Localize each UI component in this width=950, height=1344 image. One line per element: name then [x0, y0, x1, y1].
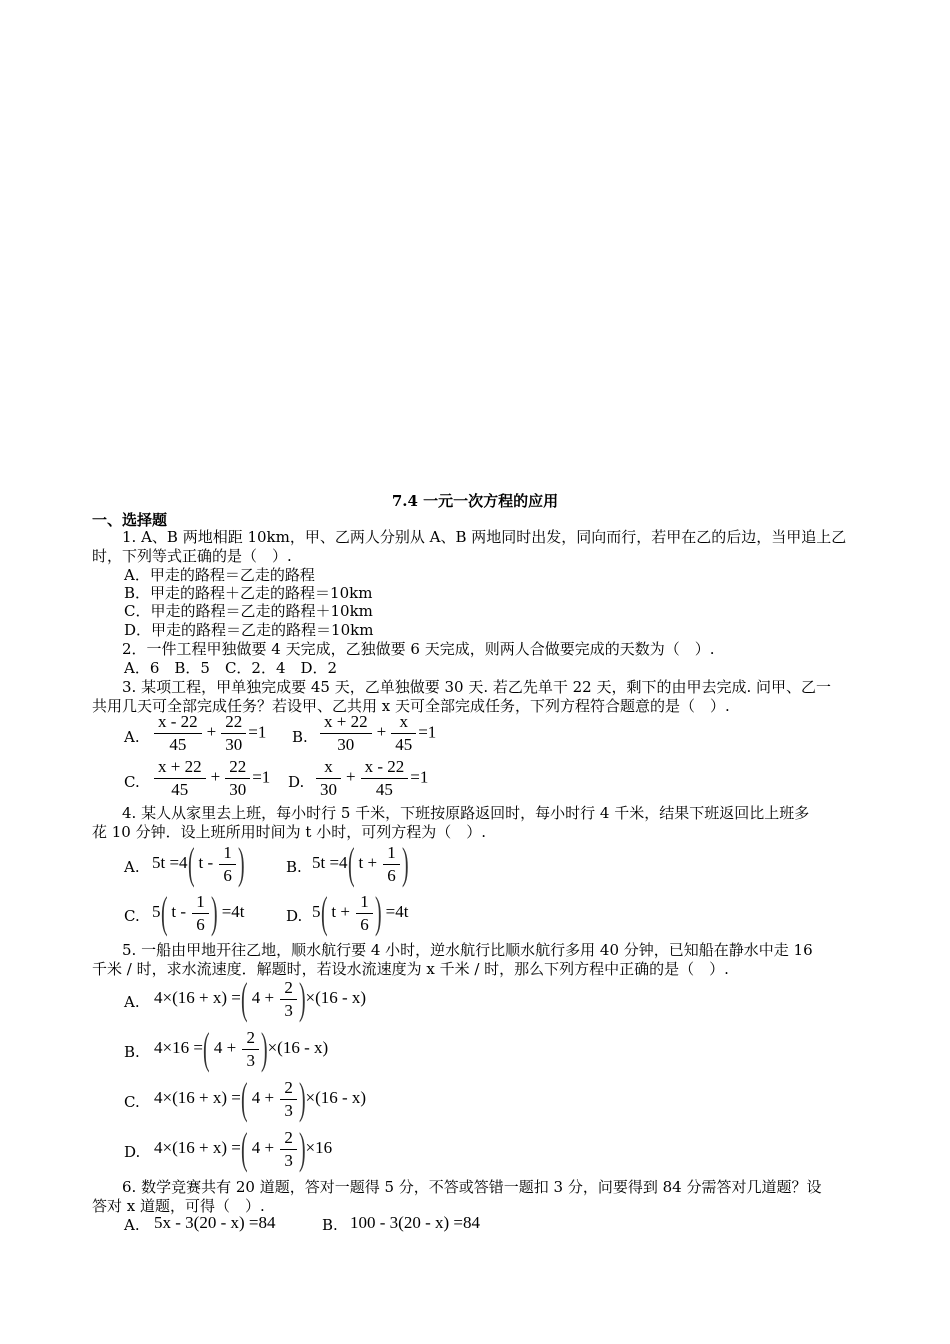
q4-text-line1: 4. 某人从家里去上班，每小时行 5 千米，下班按原路返回时，每小时行 4 千米，结果下班返回比上班多 [122, 804, 810, 822]
fraction-denominator: 3 [284, 1100, 293, 1120]
q6-label-b: B. [322, 1216, 338, 1234]
q5-equation-a: 4×(16 + x) =( 4 + $\frac{2}{3}$ )×(16 - x) [154, 974, 367, 1023]
q6-text-line2: 答对 x 道题，可得（ ）. [92, 1197, 265, 1215]
fraction-numerator: 1 [356, 893, 373, 914]
fraction-denominator: 3 [284, 1150, 293, 1170]
fraction-numerator: 22 [225, 758, 250, 779]
q5-text-line2: 千米 / 时，求水流速度．解题时，若设水流速度为 x 千米 / 时，那么下列方程中正确的是（ ）. [92, 960, 729, 978]
q5-label-b: B. [124, 1043, 140, 1061]
q4-equation-d: 5( t + $\frac{1}{6}$ ) =4t [312, 888, 409, 937]
fraction-denominator: 30 [225, 735, 243, 754]
fraction-numerator: 2 [280, 1079, 297, 1100]
q4-equation-a: 5t =4( t - $\frac{1}{6}$ ) [152, 839, 245, 888]
fraction-denominator: 3 [284, 1000, 293, 1020]
q1-option-a: A．甲走的路程＝乙走的路程 [124, 566, 315, 584]
q5-equation-c: 4×(16 + x) =( 4 + $\frac{2}{3}$ )×(16 - x) [154, 1074, 367, 1123]
q3-equation-d: $\frac{x}{30}$ + $\frac{x - 22}{45}$ =1 [314, 758, 428, 799]
q1-text-line1: 1. A、B 两地相距 10km，甲、乙两人分别从 A、B 两地同时出发，同向而行，若甲在乙的后边，当甲追上乙 [122, 528, 847, 546]
q6-equation-b: 100 - 3(20 - x) =84 [350, 1213, 480, 1232]
page-title: 7.4 一元一次方程的应用 [391, 492, 559, 510]
fraction-denominator: 6 [223, 865, 232, 885]
fraction-numerator: x + 22 [320, 713, 372, 734]
fraction-denominator: 30 [320, 780, 337, 799]
q6-text-line1: 6. 数学竞赛共有 20 道题，答对一题得 5 分，不答或答错一题扣 3 分，问要得到 84 分需答对几道题？设 [122, 1178, 822, 1196]
q1-option-b: B．甲走的路程＋乙走的路程＝10km [124, 584, 373, 602]
q4-equation-b: 5t =4( t + $\frac{1}{6}$ ) [312, 839, 409, 888]
q5-equation-d: 4×(16 + x) =( 4 + $\frac{2}{3}$ )×16 [154, 1124, 333, 1173]
q6-label-a: A. [124, 1216, 140, 1234]
q4-label-d: D. [286, 907, 303, 925]
fraction-numerator: 2 [280, 979, 297, 1000]
fraction-denominator: 45 [375, 780, 393, 799]
q3-text-line1: 3. 某项工程，甲单独完成要 45 天，乙单独做要 30 天. 若乙先单干 22 天，剩下的由甲去完成. 问甲、乙一 [122, 678, 832, 696]
fraction-denominator: 45 [169, 735, 187, 754]
section-heading: 一、选择题 [92, 511, 168, 529]
q2-options: A．6 B．5 C．2．4 D．2 [124, 659, 338, 677]
fraction-denominator: 3 [246, 1050, 255, 1070]
q3-text-line2: 共用几天可全部完成任务？若设甲、乙共用 x 天可全部完成任务，下列方程符合题意的是（ ）. [92, 697, 730, 715]
q5-label-a: A. [124, 993, 140, 1011]
q3-label-c: C. [124, 773, 140, 791]
fraction-denominator: 30 [337, 735, 355, 754]
q4-label-b: B. [286, 858, 302, 876]
q5-equation-b: 4×16 =( 4 + $\frac{2}{3}$ )×(16 - x) [154, 1024, 329, 1073]
fraction-denominator: 6 [196, 914, 205, 934]
fraction-numerator: x - 22 [361, 758, 409, 779]
fraction-numerator: 2 [280, 1129, 297, 1150]
q3-label-b: B. [292, 728, 308, 746]
q1-text-line2: 时，下列等式正确的是（ ）. [92, 547, 292, 565]
q3-equation-b: $\frac{x + 22}{30}$ + $\frac{x}{45}$ =1 [318, 713, 436, 754]
fraction-denominator: 6 [387, 865, 396, 885]
q5-text-line1: 5. 一船由甲地开往乙地，顺水航行要 4 小时，逆水航行比顺水航行多用 40 分钟，已知船在静水中走 16 [122, 941, 813, 959]
fraction-numerator: x [391, 713, 416, 734]
fraction-numerator: 1 [192, 893, 209, 914]
q1-option-c: C．甲走的路程＝乙走的路程＋10km [124, 602, 373, 620]
fraction-denominator: 30 [229, 780, 247, 799]
q5-label-c: C. [124, 1093, 140, 1111]
fraction-numerator: x + 22 [154, 758, 206, 779]
q4-text-line2: 花 10 分钟．设上班所用时间为 t 小时，可列方程为（ ）. [92, 823, 486, 841]
q3-equation-a: $\frac{x - 22}{45}$ + $\frac{22}{30}$ =1 [152, 713, 266, 754]
fraction-denominator: 45 [171, 780, 189, 799]
fraction-denominator: 45 [395, 735, 413, 754]
fraction-numerator: 22 [221, 713, 246, 734]
q4-label-c: C. [124, 907, 140, 925]
fraction-numerator: 1 [383, 844, 400, 865]
q3-label-a: A. [124, 728, 140, 746]
q4-label-a: A. [124, 858, 140, 876]
fraction-numerator: 1 [219, 844, 236, 865]
q6-equation-a: 5x - 3(20 - x) =84 [154, 1213, 276, 1232]
q3-label-d: D. [288, 773, 305, 791]
fraction-denominator: 6 [360, 914, 369, 934]
q5-label-d: D. [124, 1143, 141, 1161]
q1-option-d: D．甲走的路程＝乙走的路程＝10km [124, 621, 374, 639]
q3-equation-c: $\frac{x + 22}{45}$ + $\frac{22}{30}$ =1 [152, 758, 270, 799]
q2-text: 2．一件工程甲独做要 4 天完成，乙独做要 6 天完成，则两人合做要完成的天数为（ ）. [122, 640, 715, 658]
fraction-numerator: x - 22 [154, 713, 202, 734]
fraction-numerator: x [316, 758, 341, 779]
q4-equation-c: 5( t - $\frac{1}{6}$ ) =4t [152, 888, 245, 937]
fraction-numerator: 2 [242, 1029, 259, 1050]
